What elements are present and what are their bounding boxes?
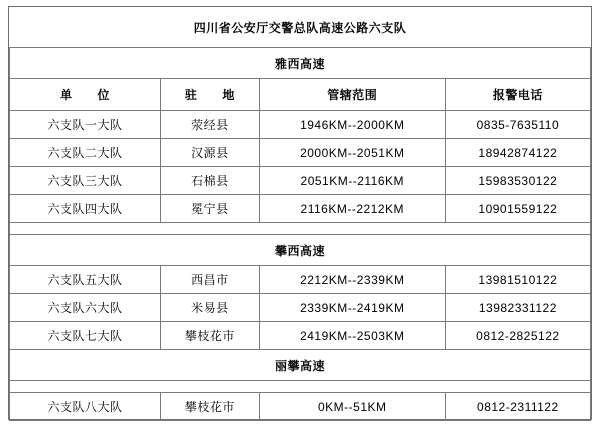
cell-range: 2116KM--2212KM [259, 195, 445, 223]
column-header-unit: 单 位 [10, 79, 161, 111]
cell-place: 西昌市 [161, 266, 260, 294]
cell-unit: 六支队三大队 [10, 167, 161, 195]
spacer-row [10, 223, 591, 235]
cell-unit: 六支队八大队 [10, 393, 161, 421]
spacer-row [10, 381, 591, 393]
cell-unit: 六支队六大队 [10, 294, 161, 322]
column-header-phone: 报警电话 [445, 79, 590, 111]
section-header-lipan: 丽攀高速 [10, 350, 591, 381]
cell-phone: 13982331122 [445, 294, 590, 322]
page-title: 四川省公安厅交警总队高速公路六支队 [10, 7, 591, 48]
title-row [10, 7, 591, 48]
cell-unit: 六支队七大队 [10, 322, 161, 350]
cell-phone: 0812-2311122 [445, 393, 590, 421]
section-row-lipan [10, 350, 591, 381]
traffic-police-table-sheet [8, 6, 592, 420]
cell-range: 1946KM--2000KM [259, 111, 445, 139]
column-header-range: 管辖范围 [259, 79, 445, 111]
spacer-cell [10, 223, 591, 235]
cell-phone: 10901559122 [445, 195, 590, 223]
table-row [10, 294, 591, 322]
cell-unit: 六支队二大队 [10, 139, 161, 167]
table-row [10, 111, 591, 139]
cell-unit: 六支队五大队 [10, 266, 161, 294]
cell-range: 2339KM--2419KM [259, 294, 445, 322]
cell-range: 2000KM--2051KM [259, 139, 445, 167]
column-header-row [10, 79, 591, 111]
table-row [10, 195, 591, 223]
spacer-cell [10, 381, 591, 393]
section-row-yaxi [10, 48, 591, 79]
cell-place: 荥经县 [161, 111, 260, 139]
cell-range: 2212KM--2339KM [259, 266, 445, 294]
table-row [10, 393, 591, 421]
cell-place: 汉源县 [161, 139, 260, 167]
cell-place: 攀枝花市 [161, 322, 260, 350]
cell-unit: 六支队四大队 [10, 195, 161, 223]
cell-range: 2051KM--2116KM [259, 167, 445, 195]
jurisdiction-table [9, 7, 591, 421]
cell-phone: 18942874122 [445, 139, 590, 167]
section-row-panxi [10, 235, 591, 266]
cell-place: 米易县 [161, 294, 260, 322]
cell-unit: 六支队一大队 [10, 111, 161, 139]
table-row [10, 139, 591, 167]
cell-phone: 0835-7635110 [445, 111, 590, 139]
cell-place: 攀枝花市 [161, 393, 260, 421]
section-header-yaxi: 雅西高速 [10, 48, 591, 79]
table-row [10, 322, 591, 350]
cell-range: 0KM--51KM [259, 393, 445, 421]
section-header-panxi: 攀西高速 [10, 235, 591, 266]
cell-place: 石棉县 [161, 167, 260, 195]
cell-phone: 15983530122 [445, 167, 590, 195]
cell-range: 2419KM--2503KM [259, 322, 445, 350]
cell-place: 冕宁县 [161, 195, 260, 223]
column-header-place: 驻 地 [161, 79, 260, 111]
cell-phone: 0812-2825122 [445, 322, 590, 350]
table-row [10, 167, 591, 195]
table-row [10, 266, 591, 294]
cell-phone: 13981510122 [445, 266, 590, 294]
